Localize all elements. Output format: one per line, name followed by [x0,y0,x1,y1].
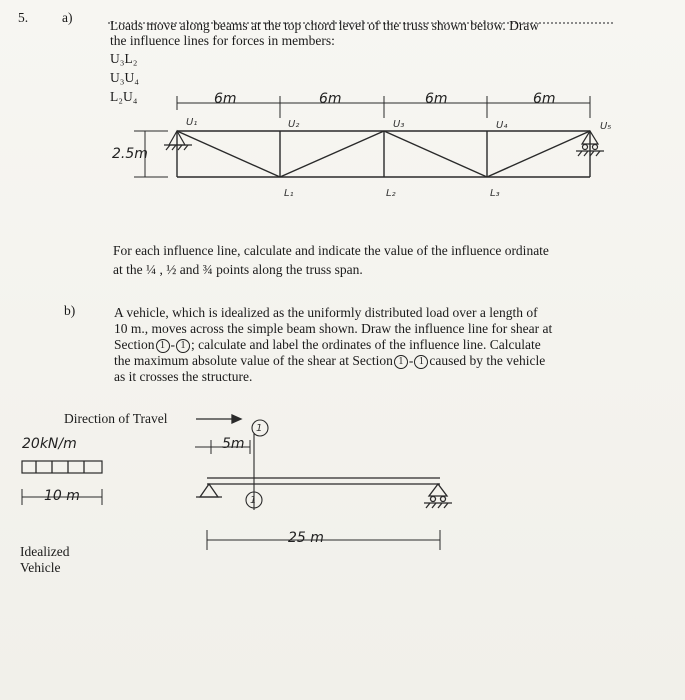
idealized-label-2: Vehicle [20,560,61,575]
part-a-line-1: Loads move along beams at the top chord level of the truss shown below. Draw [110,18,540,33]
part-b-label: b) [64,303,76,318]
truss-height-label: 2.5m [112,146,148,162]
panel-length-1: 6m [214,91,237,107]
section-ref-circle: 1 [156,339,170,353]
section-marker-label-bottom: 1 [250,495,257,506]
node-label-u1: U₁ [186,117,198,128]
section-marker-label-top: 1 [256,423,263,434]
part-b-line-4-end: caused by the vehicle [429,353,546,368]
node-label-u3: U₃ [393,119,405,130]
diagonal-member [384,131,487,177]
pin-support-icon [164,131,192,150]
part-b-line-5: as it crosses the structure. [114,369,253,384]
member-l2u4: L₂U₄ [110,89,138,104]
part-b-line-3: Section 1 - 1 ; calculate and label the ordinates of the influence line. Calculate [114,337,541,352]
section-ref-circle: 1 [414,355,428,369]
node-label-u4: U₄ [496,120,508,131]
distributed-load-icon [22,461,102,473]
part-b-line-3-start: Section [114,337,155,352]
part-a-after-line-1: For each influence line, calculate and indicate the value of the influence ordinate [113,243,549,258]
panel-length-2: 6m [319,91,342,107]
part-b-line-3-end: ; calculate and label the ordinates of the influence line. Calculate [191,337,541,352]
node-label-l3: L₃ [490,188,500,199]
diagonal-member [487,131,590,177]
part-b-line-4: the maximum absolute value of the shear at Section 1 - 1 caused by the vehicle [114,353,546,368]
node-label-l1: L₁ [284,188,294,199]
beam-pin-support-icon [200,484,218,497]
node-label-u2: U₂ [288,119,300,130]
section-ref-circle: 1 [176,339,190,353]
direction-of-travel-label: Direction of Travel [64,411,168,426]
beam-roller-support-icon [424,484,452,508]
question-number: 5. [18,10,29,25]
beam-span-label: 25 m [288,530,324,546]
diagonal-member [177,131,280,177]
panel-length-3: 6m [425,91,448,107]
part-a-label: a) [62,10,73,25]
part-b-line-1: A vehicle, which is idealized as the uniformly distributed load over a length of [114,305,538,320]
diagonal-member [280,131,384,177]
member-u3u4: U₃U₄ [110,70,139,85]
vehicle-load-label: 20kN/m [22,436,77,452]
node-label-l2: L₂ [386,188,396,199]
part-b-line-4-start: the maximum absolute value of the shear at Section [114,353,393,368]
idealized-label-1: Idealized [20,544,70,559]
part-b-line-2: 10 m., moves across the simple beam shown. Draw the influence line for shear at [114,321,553,336]
part-a-line-2: the influence lines for forces in members: [110,33,335,48]
member-u3l2: U₃L₂ [110,51,138,66]
part-a-after-line-2: at the ¼ , ½ and ¾ points along the truss span. [113,262,363,277]
section-offset-label: 5m [222,436,245,452]
node-label-u5: U₅ [600,121,612,132]
panel-length-4: 6m [533,91,556,107]
vehicle-length-label: 10 m [44,488,80,504]
section-ref-circle: 1 [394,355,408,369]
